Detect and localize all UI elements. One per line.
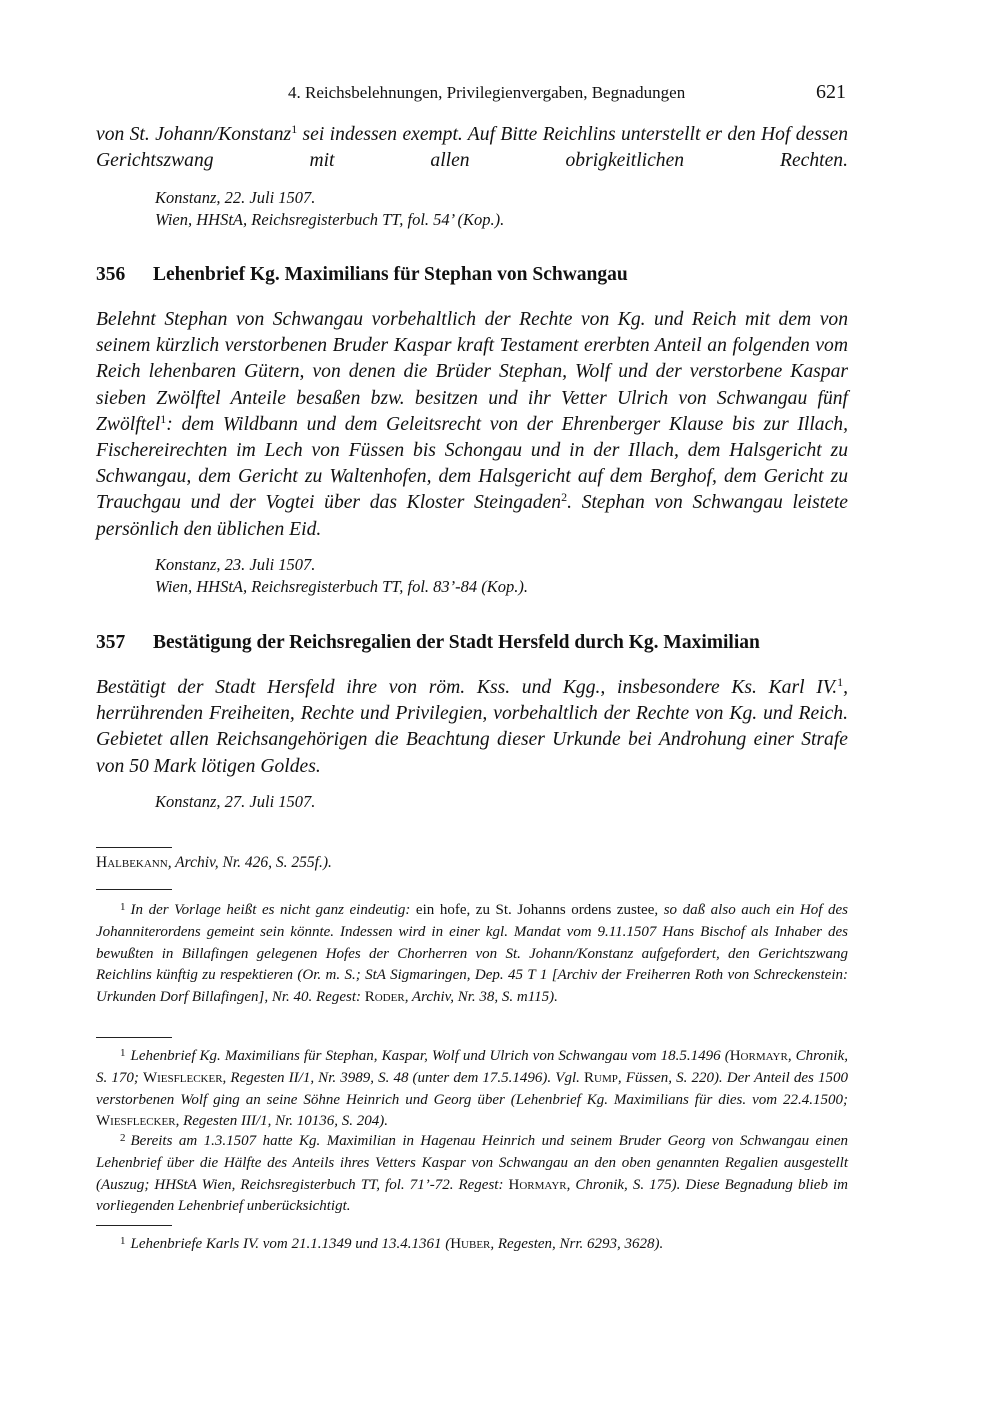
footnote-ref[interactable]: 1 bbox=[837, 675, 844, 689]
footnote-rule bbox=[96, 1225, 172, 1226]
archival-source: Wien, HHStA, Reichsregisterbuch TT, fol. 54’ (Kop.). bbox=[155, 210, 505, 229]
footnote-prev-1: $^1$ In der Vorlage heißt es nicht ganz eindeutig: ein hofe, zu St. Johanns ordens zustee, so daß also auch ein Hof des Johanniterordens gemeint sein könnte. Indessen wird in einer kgl. Mandat vom 9.11.1507 Hans Bischof als Inhaber des bewußten in Billafingen gelegenen Hofes der Chorherren von St. Johann/Konstanz aufgefordert, den Gerichtszwang Reichlins künftig zu respektieren (Or. m. S.; StA Sigmaringen, Dep. 45 T 1 [Archiv der Freiherren Roth von Schreckenstein: Urkunden Dorf Billafingen], Nr. 40. Regest: Roder, Archiv, Nr. 38, S. m115). bbox=[96, 901, 848, 1006]
page-number: 621 bbox=[816, 81, 846, 103]
footnote-357-1: $^1$ Lehenbriefe Karls IV. vom 21.1.1349 und 13.4.1361 (Huber, Regesten, Nrr. 6293, 3628). bbox=[120, 1235, 664, 1252]
footnote-ref[interactable]: 1 bbox=[291, 122, 298, 136]
entry-357-meta bbox=[155, 791, 315, 813]
entry-356-heading bbox=[96, 264, 628, 286]
footnote-rule bbox=[96, 889, 172, 890]
entry-number: 356 bbox=[96, 264, 126, 285]
running-head bbox=[96, 81, 846, 107]
prev-entry-text: von St. Johann/Konstanz$^1$ sei indessen exempt. Auf Bitte Reichlins unterstellt er den Hof dessen Gerichtszwang mit allen obrigkeitlichen Rechten. bbox=[96, 122, 848, 172]
footnote-rule bbox=[96, 847, 172, 848]
archival-source: Wien, HHStA, Reichsregisterbuch TT, fol. 83’-84 (Kop.). bbox=[155, 577, 529, 596]
footnote-ref[interactable]: 1 bbox=[160, 411, 167, 426]
entry-number: 357 bbox=[96, 632, 126, 653]
prev-entry-meta bbox=[155, 187, 504, 231]
footnote-ref[interactable]: 2 bbox=[561, 490, 568, 505]
entry-title: Bestätigung der Reichsregalien der Stadt Hersfeld durch Kg. Maximilian bbox=[153, 632, 760, 653]
entry-357-regest: Bestätigt der Stadt Hersfeld ihre von röm. Kss. und Kgg., insbesondere Ks. Karl IV.$^1$, herrührenden Freiheiten, Rechte und Privilegien, vorbehaltlich der Rechte von Kg. und Reich. Gebietet allen Reichsangehörigen die Beachtung dieser Urkunde bei Androhung einer Strafe von 50 Mark lötigen Goldes. bbox=[96, 675, 848, 777]
place-date: Konstanz, 23. Juli 1507. bbox=[155, 555, 316, 574]
literature-reference: Halbekann, Archiv, Nr. 426, S. 255f.). bbox=[96, 854, 332, 871]
entry-title: Lehenbrief Kg. Maximilians für Stephan von Schwangau bbox=[153, 264, 628, 285]
footnote-356-1: $^1$ Lehenbrief Kg. Maximilians für Stephan, Kaspar, Wolf und Ulrich von Schwangau vom 18.5.1496 (Hormayr, Chronik, S. 170; Wiesflecker, Regesten II/1, Nr. 3989, S. 48 (unter dem 17.5.1496). Vgl. Rump, Füssen, S. 220). Der Anteil des 1500 verstorbenen Wolf ging an seine Söhne Heinrich und Georg über (Lehenbrief Kg. Maximilians für dies. vom 22.4.1500; Wiesflecker, Regesten III/1, Nr. 10136, S. 204). bbox=[96, 1047, 849, 1130]
entry-356-meta bbox=[155, 554, 528, 598]
place-date: Konstanz, 27. Juli 1507. bbox=[155, 792, 316, 811]
running-title: 4. Reichsbelehnungen, Privilegienvergaben, Begnadungen bbox=[288, 83, 686, 102]
footnote-rule bbox=[96, 1037, 172, 1038]
entry-356-regest: Belehnt Stephan von Schwangau vorbehaltlich der Rechte von Kg. und Reich mit dem von seinem kürzlich verstorbenen Bruder Kaspar kraft Testament ererbten Anteil an folgenden vom Reich lehenbaren Gütern, von denen die Brüder Stephan, Wolf und der verstorbene Kaspar sieben Zwölftel Anteile besaßen bzw. besitzen und ihr Vetter Ulrich von Schwangau fünf Zwölftel$^1$: dem Wildbann und dem Geleitsrecht von der Ehrenberger Klause bis zur Illach, Fischereirechten im Lech von Füssen bis Schongau und in der Illach, dem Halsgericht zu Schwangau, dem Gericht zu Waltenhofen, dem Halsgericht auf dem Berghof, dem Gericht zu Trauchgau und der Vogtei über das Kloster Steingaden$^2$. Stephan von Schwangau leistete persönlich den üblichen Eid. bbox=[96, 309, 848, 540]
place-date: Konstanz, 22. Juli 1507. bbox=[155, 188, 316, 207]
entry-357-heading bbox=[96, 632, 760, 654]
footnote-356-2: $^2$ Bereits am 1.3.1507 hatte Kg. Maximilian in Hagenau Heinrich und seinem Bruder Georg von Schwangau einen Lehenbrief über die Hälfte des Anteils ihres Vetters Kaspar von Schwangau an den oben genannten Regalien ausgestellt (Auszug; HHStA Wien, Reichsregisterbuch TT, fol. 71’-72. Regest: Hormayr, Chronik, S. 175). Diese Begnadung blieb im vorliegenden Lehenbrief unberücksichtigt. bbox=[96, 1132, 848, 1215]
